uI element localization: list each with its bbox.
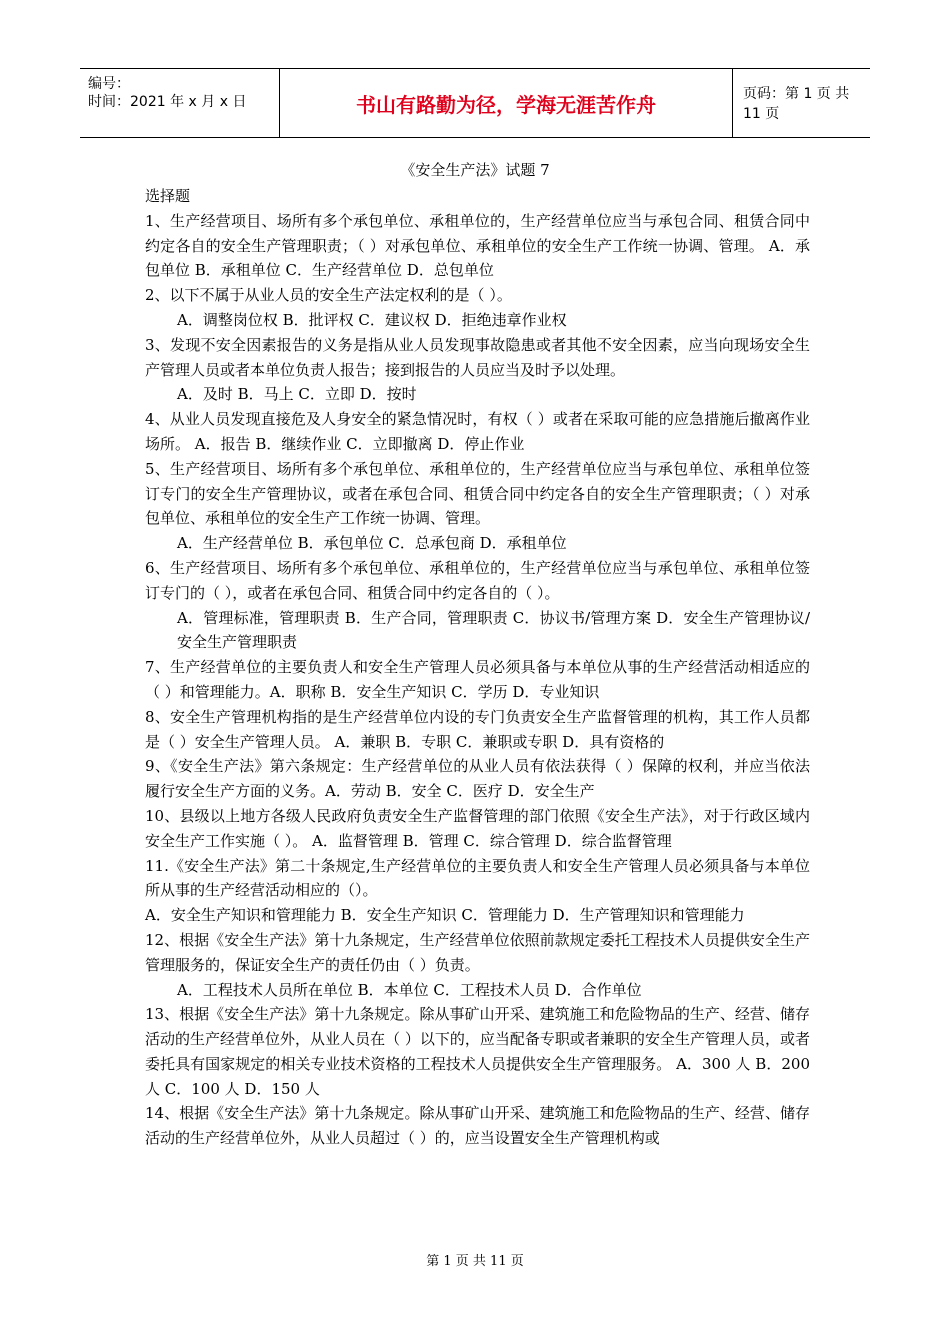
text-line: 10、县级以上地方各级人民政府负责安全生产监督管理的部门依照《安全生产法》，对于行政区域内安全生产工作实施（ ）。 A．监督管理 B．管理 C．综合管理 D．综合监督管理 [145, 806, 810, 850]
document-body [145, 184, 810, 1151]
text-line: A．调整岗位权 B．批评权 C．建议权 D．拒绝违章作业权 [177, 310, 567, 329]
text-line: 12、根据《安全生产法》第十九条规定，生产经营单位依照前款规定委托工程技术人员提供安全生产管理服务的，保证安全生产的责任仍由（ ）负责。 [145, 930, 810, 974]
text-line: 9、《安全生产法》第六条规定：生产经营单位的从业人员有依法获得（ ）保障的权利，并应当依法履行安全生产方面的义务。A．劳动 B．安全 C．医疗 D．安全生产 [145, 757, 810, 801]
header-page-cell [733, 69, 870, 137]
text-line: 11.《安全生产法》第二十条规定,生产经营单位的主要负责人和安全生产管理人员必须具备与本单位所从事的生产经营活动相应的（）。 [145, 856, 810, 900]
text-line: 4、从业人员发现直接危及人身安全的紧急情况时，有权（ ）或者在采取可能的应急措施后撤离作业场所。 A．报告 B．继续作业 C．立即撤离 D．停止作业 [145, 410, 810, 453]
text-line: 6、生产经营项目、场所有多个承包单位、承租单位的，生产经营单位应当与承包单位、承租单位签订专门的（ ），或者在承包合同、租赁合同中约定各自的（ ）。 [145, 558, 810, 602]
motto: 书山有路勤为径，学海无涯苦作舟 [356, 92, 656, 117]
code-label: 编号： [88, 76, 130, 92]
header-table [80, 68, 870, 138]
date-line: 时间：2021 年 x 月 x 日 [88, 94, 247, 110]
header-meta-cell [80, 69, 280, 137]
text-line: 3、发现不安全因素报告的义务是指从业人员发现事故隐患或者其他不安全因素，应当向现场安全生产管理人员或者本单位负责人报告；接到报告的人员应当及时予以处理。 [145, 335, 810, 379]
text-line: A．工程技术人员所在单位 B．本单位 C．工程技术人员 D．合作单位 [177, 980, 642, 999]
document-title: 《安全生产法》试题 7 [400, 161, 550, 179]
text-line: 14、根据《安全生产法》第十九条规定。除从事矿山开采、建筑施工和危险物品的生产、经营、储存活动的生产经营单位外，从业人员超过（ ）的，应当设置安全生产管理机构或 [145, 1104, 810, 1148]
text-line: A．管理标准，管理职责 B．生产合同，管理职责 C．协议书/管理方案 D．安全生产管理协议/安全生产管理职责 [177, 608, 810, 652]
text-line: A．安全生产知识和管理能力 B．安全生产知识 C．管理能力 D．生产管理知识和管理能力 [145, 906, 745, 925]
text-line: A．及时 B．马上 C．立即 D．按时 [177, 385, 417, 404]
text-line: 5、生产经营项目、场所有多个承包单位、承租单位的，生产经营单位应当与承包单位、承租单位签订专门的安全生产管理协议，或者在承包合同、租赁合同中约定各自的安全生产管理职责；（ ）对承包单位、承租单位的安全生产工作统一协调、管理。 [145, 459, 810, 528]
text-line: 13、根据《安全生产法》第十九条规定。除从事矿山开采、建筑施工和危险物品的生产、经营、储存活动的生产经营单位外，从业人员在（ ）以下的，应当配备专职或者兼职的安全生产管理人员，或者委托具有国家规定的相关专业技术资格的工程技术人员提供安全生产管理服务。 A．300 人 B．200 人 C．100 人 D．150 人 [145, 1005, 810, 1098]
page-info: 页码：第 1 页 共 11 页 [743, 86, 850, 122]
text-line: 8、安全生产管理机构指的是生产经营单位内设的专门负责安全生产监督管理的机构，其工作人员都是（ ）安全生产管理人员。 A．兼职 B．专职 C．兼职或专职 D．具有资格的 [145, 707, 810, 751]
text-line: 1、生产经营项目、场所有多个承包单位、承租单位的，生产经营单位应当与承包合同、租赁合同中约定各自的安全生产管理职责；（ ）对承包单位、承租单位的安全生产工作统一协调、管理。 A．承包单位 B．承租单位 C．生产经营单位 D．总包单位 [145, 211, 810, 280]
text-line: A．生产经营单位 B．承包单位 C．总承包商 D．承租单位 [177, 534, 567, 553]
text-line: 2、以下不属于从业人员的安全生产法定权利的是（ ）。 [145, 286, 512, 305]
text-line: 7、生产经营单位的主要负责人和安全生产管理人员必须具备与本单位从事的生产经营活动相适应的（ ）和管理能力。A．职称 B．安全生产知识 C．学历 D．专业知识 [145, 658, 810, 701]
page-footer: 第 1 页 共 11 页 [426, 1254, 524, 1269]
header-motto-cell [280, 69, 733, 137]
text-line: 选择题 [145, 187, 191, 205]
